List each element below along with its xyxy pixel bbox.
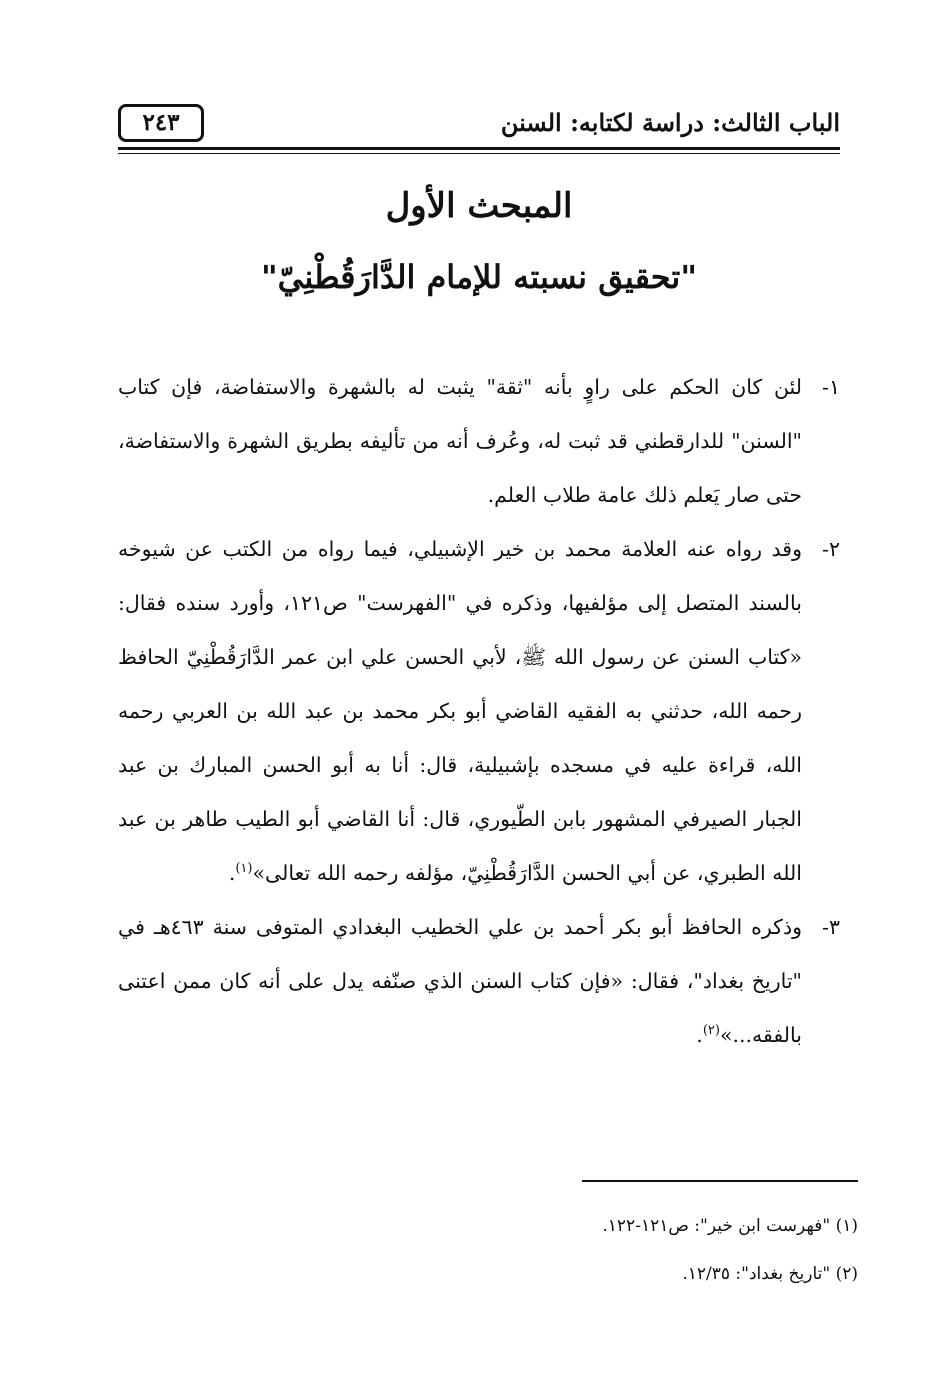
footnote-2: (٢) "تاريخ بغداد": ١٢/٣٥. (682, 1264, 858, 1284)
footnotes (218, 1202, 858, 1298)
paragraph-text-wrap (118, 522, 802, 900)
paragraph-number: ٢- (822, 537, 840, 561)
body-text (118, 360, 840, 1062)
paragraph-text: لئن كان الحكم على راوٍ بأنه "ثقة" يثبت له بالشهرة والاستفاضة، فإن كتاب "السنن" للدارقطني قد ثبت له، وعُرف أنه من تأليفه بطريق الشهرة والاستفاضة، حتى صار يَعلم ذلك عامة طلاب العلم. (118, 375, 802, 507)
footnote-1: (١) "فهرست ابن خير": ص١٢١-١٢٢. (602, 1216, 858, 1236)
footnote-reference[interactable]: (١) (235, 861, 253, 877)
page-number: ٢٤٣ (118, 104, 204, 142)
numbered-paragraph-2 (118, 522, 840, 900)
footnote-reference[interactable]: (٢) (702, 1023, 720, 1039)
footnote-separator (582, 1180, 858, 1182)
paragraph-text: وقد رواه عنه العلامة محمد بن خير الإشبيلي، فيما رواه من الكتب عن شيوخه بالسند المتصل إلى مؤلفيها، وذكره في "الفهرست" ص١٢١، وأورد سنده فقال: «كتاب السنن عن رسول الله ﷺ، لأبي الحسن علي ابن عمر الدَّارَقُطْنِيّ الحافظ رحمه الله، حدثني به الفقيه القاضي أبو بكر محمد بن عبد الله بن العربي رحمه الله، قراءة عليه في مسجده بإشبيلية، قال: أنا به أبو الحسن المبارك بن عبد الجبار الصيرفي المشهور بابن الطّيوري، قال: أنا القاضي أبو الطيب طاهر بن عبد الله الطبري، عن أبي الحسن الدَّارَقُطْنِيّ، مؤلفه رحمه الله تعالى» (118, 537, 802, 885)
numbered-paragraph-3 (118, 900, 840, 1062)
running-header-title: الباب الثالث: دراسة لكتابه: السنن (500, 108, 840, 137)
numbered-paragraph-1 (118, 360, 840, 522)
paragraph-end-punct: . (228, 861, 236, 885)
paragraph-number: ١- (822, 375, 840, 399)
header-rule-thin (118, 153, 840, 154)
chapter-title: المبحث الأول (385, 186, 573, 226)
chapter-subtitle: "تحقيق نسبته للإمام الدَّارَقُطْنِيّ" (261, 258, 697, 296)
running-header (118, 104, 840, 144)
paragraph-text-wrap (118, 900, 802, 1062)
header-rule (118, 147, 840, 150)
paragraph-text: وذكره الحافظ أبو بكر أحمد بن علي الخطيب البغدادي المتوفى سنة ٤٦٣هـ في "تاريخ بغداد"، فقال: «فإن كتاب السنن الذي صنّفه يدل على أنه كان ممن اعتنى بالفقه...» (118, 915, 802, 1047)
paragraph-number: ٣- (822, 915, 840, 939)
paragraph-end-punct: . (696, 1023, 703, 1047)
